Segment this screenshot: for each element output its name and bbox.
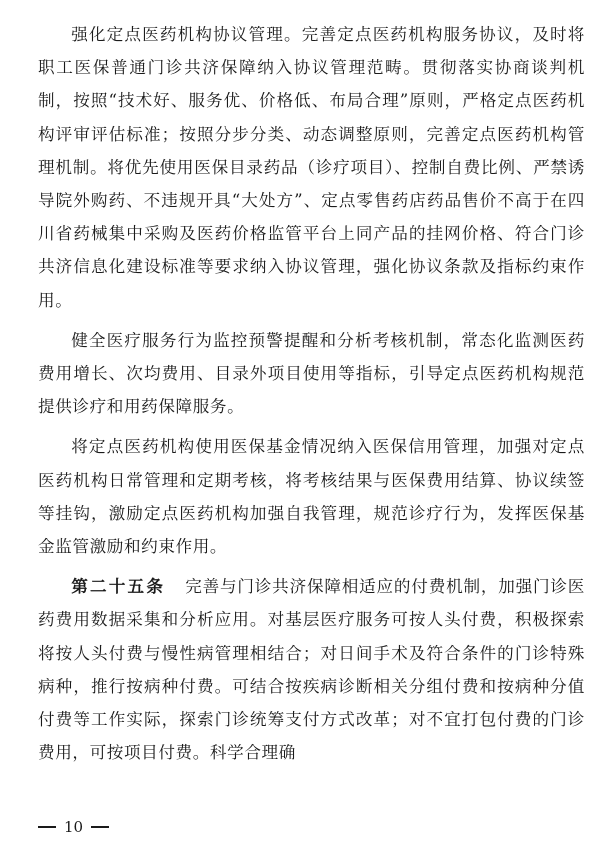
paragraph-article-25 xyxy=(38,570,585,769)
right-dash xyxy=(91,826,109,828)
article-text: 完善与门诊共济保障相适应的付费机制，加强门诊医药费用数据采集和分析应用。对基层医疗服务可按人头付费，积极探索将按人头付费与慢性病管理相结合；对日间手术及符合条件的门诊特殊病种，推行按病种付费。可结合按疾病诊断相关分组付费和按病种分值付费等工作实际，探索门诊统筹支付方式改革；对不宜打包付费的门诊费用，可按项目付费。科学合理确 xyxy=(38,577,585,763)
document-body xyxy=(38,18,585,769)
article-number: 第二十五条 xyxy=(71,577,166,597)
page-number: 10 xyxy=(64,818,84,836)
paragraph-credit-management: 将定点医药机构使用医保基金情况纳入医保信用管理，加强对定点医药机构日常管理和定期考核，将考核结果与医保费用结算、协议续签等挂钩，激励定点医药机构加强自我管理，规范诊疗行为，发挥医保基金监管激励和约束作用。 xyxy=(38,437,585,557)
paragraph-monitoring-mechanism: 健全医疗服务行为监控预警提醒和分析考核机制，常态化监测医药费用增长、次均费用、目录外项目使用等指标，引导定点医药机构规范提供诊疗和用药保障服务。 xyxy=(38,330,585,417)
left-dash xyxy=(38,826,56,828)
page-footer xyxy=(38,818,109,836)
paragraph-agreement-management: 强化定点医药机构协议管理。完善定点医药机构服务协议，及时将职工医保普通门诊共济保障纳入协议管理范畴。贯彻落实协商谈判机制，按照“技术好、服务优、价格低、布局合理”原则，严格定点医药机构评审评估标准；按照分步分类、动态调整原则，完善定点医药机构管理机制。将优先使用医保目录药品（诊疗项目）、控制自费比例、严禁诱导院外购药、不违规开具“大处方”、定点零售药店药品售价不高于在四川省药械集中采购及医药价格监管平台上同产品的挂网价格、符合门诊共济信息化建设标准等要求纳入协议管理，强化协议条款及指标约束作用。 xyxy=(38,25,585,310)
